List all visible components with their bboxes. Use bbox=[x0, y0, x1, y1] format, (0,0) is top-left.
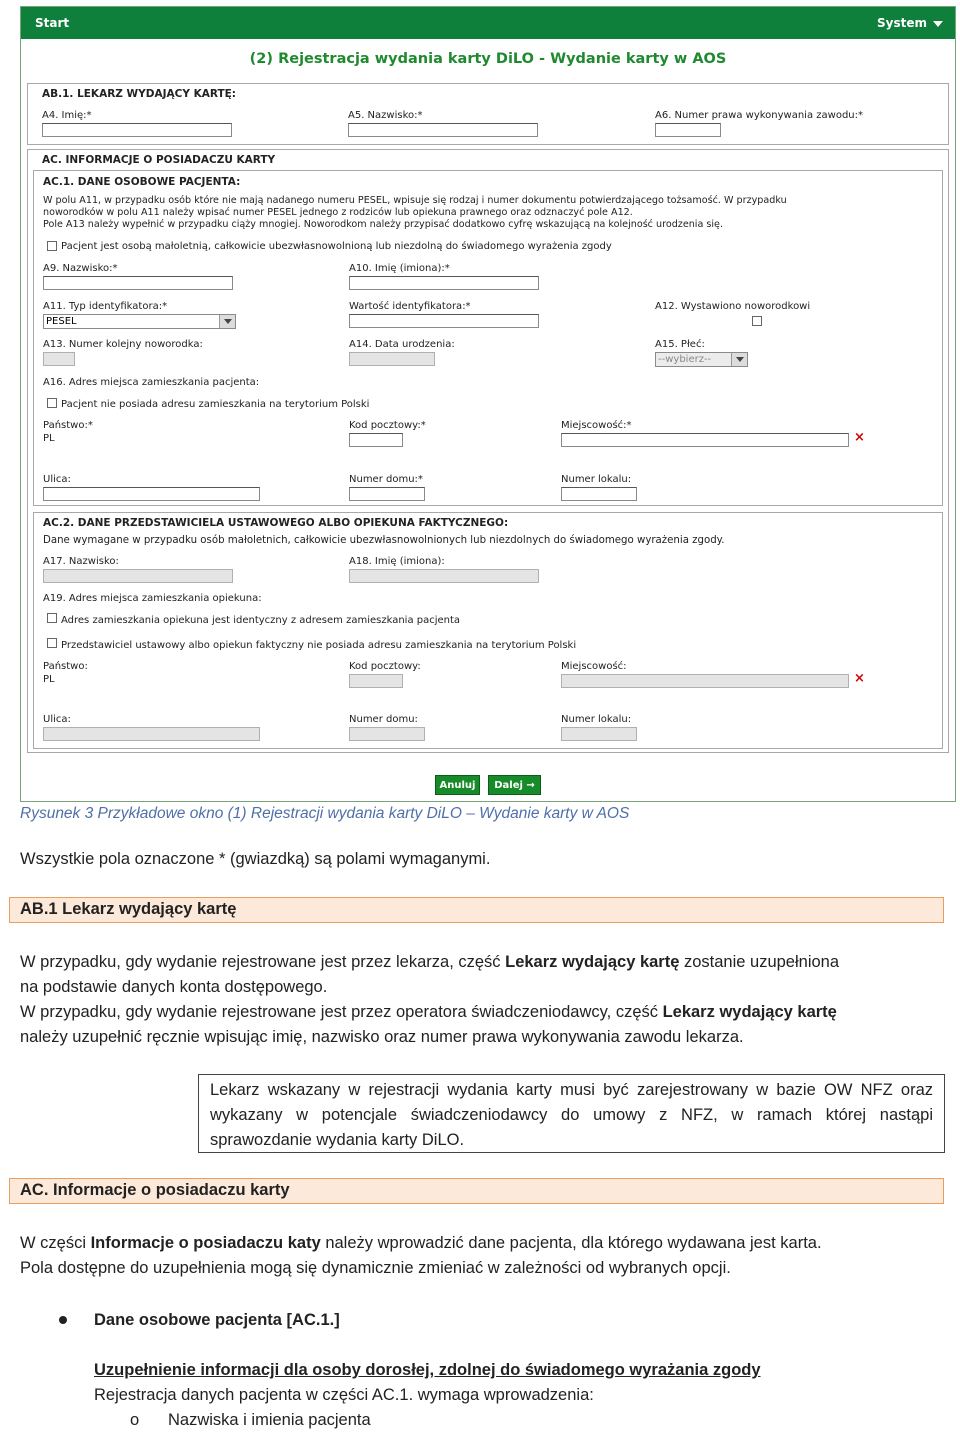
a5-label: A5. Nazwisko:* bbox=[348, 110, 423, 121]
paragraph: na podstawie danych konta dostępowego. bbox=[20, 978, 328, 996]
same-address-label: Adres zamieszkania opiekuna jest identyczny z adresem zamieszkania pacjenta bbox=[61, 615, 461, 626]
chevron-down-icon[interactable] bbox=[933, 21, 943, 27]
paragraph: należy uzupełnić ręcznie wpisując imię, nazwisko oraz numer prawa wykonywania zawodu lekarza. bbox=[20, 1028, 744, 1046]
a11-id-type-select[interactable] bbox=[43, 314, 236, 329]
required-fields-note: Wszystkie pola oznaczone * (gwiazdką) są polami wymaganymi. bbox=[20, 850, 491, 868]
section-ab1 bbox=[27, 83, 949, 145]
a17-label: A17. Nazwisko: bbox=[43, 556, 119, 567]
a14-label: A14. Data urodzenia: bbox=[349, 339, 455, 350]
guardian-no-address-checkbox[interactable] bbox=[47, 638, 57, 648]
flat-number-input[interactable] bbox=[561, 727, 637, 741]
city-input[interactable] bbox=[561, 433, 849, 447]
house-number-label: Numer domu: bbox=[349, 714, 418, 725]
city-label: Miejscowość: bbox=[561, 661, 627, 672]
country-value: PL bbox=[43, 674, 55, 685]
figure-caption: Rysunek 3 Przykładowe okno (1) Rejestracji wydania karty DiLO – Wydanie karty w AOS bbox=[20, 805, 630, 822]
same-address-checkbox[interactable] bbox=[47, 613, 57, 623]
clear-icon[interactable]: × bbox=[854, 430, 865, 445]
guardian-no-address-label: Przedstawiciel ustawowy albo opiekun faktyczny nie posiada adresu zamieszkania na terytorium Polski bbox=[61, 640, 577, 651]
a18-first-name-input[interactable] bbox=[349, 569, 539, 583]
paragraph: Pola dostępne do uzupełnienia mogą się dynamicznie zmieniać w zależności od wybranych opcji. bbox=[20, 1259, 731, 1277]
id-value-input[interactable] bbox=[349, 314, 539, 328]
minor-patient-label: Pacjent jest osobą małoletnią, całkowicie ubezwłasnowolnioną lub niezdolną do świadomego wyrażenia zgody bbox=[61, 241, 612, 252]
instruction-note: Dane wymagane w przypadku osób małoletnich, całkowicie ubezwłasnowolnionych lub niezdolnych do świadomego wyrażenia zgody. bbox=[43, 535, 725, 546]
house-number-input[interactable] bbox=[349, 727, 425, 741]
street-input[interactable] bbox=[43, 487, 260, 501]
a14-birth-date-input[interactable] bbox=[349, 352, 435, 366]
text-run: należy wprowadzić dane pacjenta, dla którego wydawana jest karta. bbox=[320, 1234, 822, 1252]
top-bar bbox=[21, 7, 955, 39]
text-run: W przypadku, gdy wydanie rejestrowane jest przez lekarza, część bbox=[20, 953, 506, 971]
house-number-input[interactable] bbox=[349, 487, 425, 501]
a15-sex-select[interactable] bbox=[655, 352, 748, 367]
chevron-down-icon[interactable] bbox=[219, 315, 235, 328]
city-label: Miejscowość:* bbox=[561, 420, 632, 431]
clear-icon[interactable]: × bbox=[854, 671, 865, 686]
a15-label: A15. Płeć: bbox=[655, 339, 705, 350]
bullet-icon bbox=[59, 1316, 67, 1324]
section-ac1 bbox=[33, 170, 943, 506]
system-menu[interactable]: System bbox=[877, 16, 927, 30]
section-heading: AC.1. DANE OSOBOWE PACJENTA: bbox=[43, 176, 241, 188]
country-label: Państwo:* bbox=[43, 420, 93, 431]
a9-label: A9. Nazwisko:* bbox=[43, 263, 118, 274]
no-address-checkbox[interactable] bbox=[47, 398, 57, 408]
sub-bullet-item: Nazwiska i imienia pacjenta bbox=[168, 1411, 371, 1429]
note-box: Lekarz wskazany w rejestracji wydania karty musi być zarejestrowany w bazie OW NFZ oraz wykazany w potencjale świadczeniodawcy do umowy z NFZ, w ramach której nastąpi sprawozdanie wydania karty DiLO. bbox=[198, 1074, 945, 1153]
bullet-item: Dane osobowe pacjenta [AC.1.] bbox=[94, 1311, 340, 1329]
paragraph bbox=[20, 950, 960, 975]
a12-newborn-checkbox[interactable] bbox=[752, 316, 762, 326]
flat-number-label: Numer lokalu: bbox=[561, 474, 632, 485]
a9-last-name-input[interactable] bbox=[43, 276, 233, 290]
subheading: Uzupełnienie informacji dla osoby dorosłej, zdolnej do świadomego wyrażania zgody bbox=[94, 1361, 761, 1379]
a5-last-name-input[interactable] bbox=[348, 123, 538, 137]
a19-label: A19. Adres miejsca zamieszkania opiekuna: bbox=[43, 593, 262, 604]
start-menu[interactable]: Start bbox=[35, 16, 70, 30]
city-input[interactable] bbox=[561, 674, 849, 688]
form-title: (2) Rejestracja wydania karty DiLO - Wydanie karty w AOS bbox=[249, 51, 727, 67]
ac-heading: AC. Informacje o posiadaczu karty bbox=[20, 1181, 290, 1199]
a10-label: A10. Imię (imiona):* bbox=[349, 263, 450, 274]
a11-label: A11. Typ identyfikatora:* bbox=[43, 301, 168, 312]
a18-label: A18. Imię (imiona): bbox=[349, 556, 445, 567]
postal-code-input[interactable] bbox=[349, 433, 403, 447]
a11-selected-value: PESEL bbox=[46, 316, 77, 327]
a6-license-number-input[interactable] bbox=[655, 123, 721, 137]
a4-first-name-input[interactable] bbox=[42, 123, 232, 137]
postal-code-label: Kod pocztowy: bbox=[349, 661, 421, 672]
a12-label: A12. Wystawiono noworodkowi bbox=[655, 301, 811, 312]
text-run: W przypadku, gdy wydanie rejestrowane jest przez operatora świadczeniodawcy, część bbox=[20, 1003, 663, 1021]
postal-code-label: Kod pocztowy:* bbox=[349, 420, 426, 431]
no-address-label: Pacjent nie posiada adresu zamieszkania na terytorium Polski bbox=[61, 399, 370, 410]
a4-label: A4. Imię:* bbox=[42, 110, 92, 121]
flat-number-input[interactable] bbox=[561, 487, 637, 501]
form-screenshot bbox=[20, 6, 956, 802]
section-ac bbox=[27, 149, 949, 753]
instruction-note: noworodków w polu A11 należy wpisać numer PESEL jednego z rodziców lub opiekuna prawnego oraz odznaczyć pole A12. bbox=[43, 207, 633, 218]
a6-label: A6. Numer prawa wykonywania zawodu:* bbox=[655, 110, 863, 121]
section-heading: AC.2. DANE PRZEDSTAWICIELA USTAWOWEGO ALBO OPIEKUNA FAKTYCZNEGO: bbox=[43, 517, 509, 529]
ac-heading-bar bbox=[9, 1178, 944, 1204]
text-run: zostanie uzupełniona bbox=[679, 953, 840, 971]
flat-number-label: Numer lokalu: bbox=[561, 714, 632, 725]
bold-text: Lekarz wydający kartę bbox=[662, 1003, 837, 1021]
text-run: W części bbox=[20, 1234, 91, 1252]
id-value-label: Wartość identyfikatora:* bbox=[349, 301, 471, 312]
paragraph bbox=[20, 1000, 960, 1025]
country-value: PL bbox=[43, 433, 55, 444]
street-input[interactable] bbox=[43, 727, 260, 741]
minor-patient-checkbox[interactable] bbox=[47, 241, 57, 251]
a13-newborn-number-input[interactable] bbox=[43, 352, 75, 366]
section-heading: AC. INFORMACJE O POSIADACZU KARTY bbox=[42, 154, 276, 166]
next-button[interactable]: Dalej → bbox=[488, 775, 541, 795]
section-ac2 bbox=[33, 512, 943, 749]
house-number-label: Numer domu:* bbox=[349, 474, 423, 485]
a16-label: A16. Adres miejsca zamieszkania pacjenta: bbox=[43, 377, 260, 388]
section-heading: AB.1. LEKARZ WYDAJĄCY KARTĘ: bbox=[42, 88, 236, 100]
a10-first-name-input[interactable] bbox=[349, 276, 539, 290]
instruction-note: W polu A11, w przypadku osób które nie mają nadanego numeru PESEL, wpisuje się rodzaj i numer dokumentu potwierdzającego tożsamość. W przypadku bbox=[43, 195, 787, 206]
street-label: Ulica: bbox=[43, 474, 71, 485]
paragraph: Rejestracja danych pacjenta w części AC.1. wymaga wprowadzenia: bbox=[94, 1386, 594, 1404]
paragraph bbox=[20, 1231, 960, 1256]
bold-text: Lekarz wydający kartę bbox=[505, 953, 680, 971]
country-label: Państwo: bbox=[43, 661, 88, 672]
street-label: Ulica: bbox=[43, 714, 71, 725]
bold-text: Informacje o posiadaczu katy bbox=[90, 1234, 321, 1252]
a17-last-name-input[interactable] bbox=[43, 569, 233, 583]
chevron-down-icon[interactable] bbox=[731, 353, 747, 366]
ab1-heading-bar bbox=[9, 897, 944, 923]
instruction-note: Pole A13 należy wypełnić w przypadku ciąży mnogiej. Noworodkom należy przypisać dodatkowo cyfrę wskazującą na kolejność urodzenia się. bbox=[43, 219, 724, 230]
sub-bullet-marker: o bbox=[130, 1411, 140, 1429]
a13-label: A13. Numer kolejny noworodka: bbox=[43, 339, 203, 350]
cancel-button[interactable]: Anuluj bbox=[435, 775, 480, 795]
ab1-heading: AB.1 Lekarz wydający kartę bbox=[20, 900, 237, 918]
postal-code-input[interactable] bbox=[349, 674, 403, 688]
a15-selected-value: --wybierz-- bbox=[658, 354, 712, 365]
